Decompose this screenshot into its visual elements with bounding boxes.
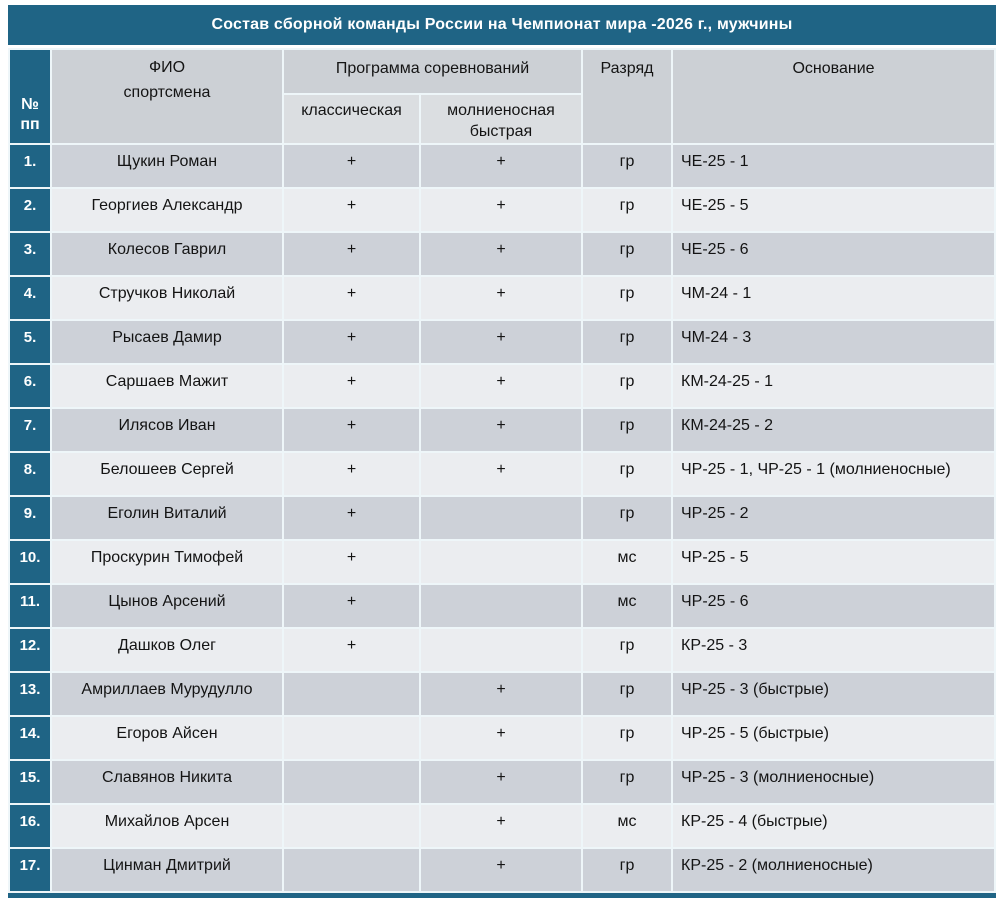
rank-cell: гр (583, 409, 671, 451)
classical-mark-cell: + (284, 189, 419, 231)
blitz-mark-cell (421, 585, 581, 627)
row-number-cell: 12. (10, 629, 50, 671)
basis-cell: ЧР-25 - 6 (673, 585, 994, 627)
page-title: Состав сборной команды России на Чемпионат мира -2026 г., мужчины (211, 16, 793, 33)
header-basis: Основание (673, 50, 994, 143)
table-row (10, 409, 994, 451)
table-row (10, 541, 994, 583)
rank-cell: гр (583, 233, 671, 275)
athlete-name-cell: Проскурин Тимофей (52, 541, 282, 583)
athlete-name-cell: Цинман Дмитрий (52, 849, 282, 891)
athlete-name-cell: Славянов Никита (52, 761, 282, 803)
row-number-cell: 16. (10, 805, 50, 847)
basis-cell: ЧР-25 - 5 (673, 541, 994, 583)
blitz-mark-cell: + (421, 717, 581, 759)
blitz-mark-cell: + (421, 409, 581, 451)
blitz-mark-cell: + (421, 145, 581, 187)
row-number-cell: 13. (10, 673, 50, 715)
row-number-cell: 10. (10, 541, 50, 583)
row-number-cell: 3. (10, 233, 50, 275)
header-rank: Разряд (583, 50, 671, 143)
table-row (10, 365, 994, 407)
table-row (10, 277, 994, 319)
rank-cell: гр (583, 453, 671, 495)
table-row (10, 717, 994, 759)
blitz-mark-cell: + (421, 189, 581, 231)
basis-cell: КМ-24-25 - 1 (673, 365, 994, 407)
classical-mark-cell: + (284, 497, 419, 539)
blitz-mark-cell: + (421, 761, 581, 803)
athlete-name-cell: Белошеев Сергей (52, 453, 282, 495)
table-bottom-border (8, 893, 996, 898)
row-number-cell: 17. (10, 849, 50, 891)
blitz-mark-cell: + (421, 365, 581, 407)
table-row (10, 233, 994, 275)
basis-cell: ЧР-25 - 1, ЧР-25 - 1 (молниеносные) (673, 453, 994, 495)
basis-cell: ЧР-25 - 5 (быстрые) (673, 717, 994, 759)
header-blitz (421, 95, 581, 143)
header-num-line1: № (21, 95, 39, 113)
basis-cell: КМ-24-25 - 2 (673, 409, 994, 451)
header-athlete-line1: ФИО (148, 59, 186, 76)
header-athlete-line2: спортсмена (123, 83, 211, 101)
blitz-mark-cell (421, 497, 581, 539)
classical-mark-cell: + (284, 321, 419, 363)
classical-mark-cell: + (284, 629, 419, 671)
classical-mark-cell: + (284, 233, 419, 275)
basis-cell: ЧЕ-25 - 5 (673, 189, 994, 231)
rank-cell: гр (583, 673, 671, 715)
blitz-mark-cell: + (421, 453, 581, 495)
blitz-mark-cell: + (421, 805, 581, 847)
classical-mark-cell (284, 717, 419, 759)
athlete-name-cell: Амриллаев Мурудулло (52, 673, 282, 715)
row-number-cell: 8. (10, 453, 50, 495)
classical-mark-cell (284, 761, 419, 803)
classical-mark-cell: + (284, 277, 419, 319)
blitz-mark-cell (421, 541, 581, 583)
rank-cell: гр (583, 761, 671, 803)
rank-cell: гр (583, 717, 671, 759)
athlete-name-cell: Михайлов Арсен (52, 805, 282, 847)
basis-cell: ЧР-25 - 2 (673, 497, 994, 539)
classical-mark-cell: + (284, 409, 419, 451)
classical-mark-cell: + (284, 541, 419, 583)
classical-mark-cell: + (284, 365, 419, 407)
athlete-name-cell: Цынов Арсений (52, 585, 282, 627)
classical-mark-cell: + (284, 145, 419, 187)
row-number-cell: 2. (10, 189, 50, 231)
row-number-cell: 5. (10, 321, 50, 363)
roster-table (8, 48, 996, 893)
athlete-name-cell: Колесов Гаврил (52, 233, 282, 275)
table-row (10, 849, 994, 891)
classical-mark-cell (284, 849, 419, 891)
header-athlete (52, 50, 282, 143)
athlete-name-cell: Саршаев Мажит (52, 365, 282, 407)
rank-cell: гр (583, 277, 671, 319)
basis-cell: ЧР-25 - 3 (быстрые) (673, 673, 994, 715)
header-blitz-line1: молниеносная (447, 102, 555, 119)
row-number-cell: 4. (10, 277, 50, 319)
athlete-name-cell: Георгиев Александр (52, 189, 282, 231)
basis-cell: КР-25 - 2 (молниеносные) (673, 849, 994, 891)
table-row (10, 585, 994, 627)
athlete-name-cell: Илясов Иван (52, 409, 282, 451)
row-number-cell: 11. (10, 585, 50, 627)
classical-mark-cell: + (284, 453, 419, 495)
classical-mark-cell: + (284, 585, 419, 627)
blitz-mark-cell: + (421, 849, 581, 891)
classical-mark-cell (284, 805, 419, 847)
blitz-mark-cell: + (421, 277, 581, 319)
athlete-name-cell: Еголин Виталий (52, 497, 282, 539)
basis-cell: ЧЕ-25 - 6 (673, 233, 994, 275)
row-number-cell: 9. (10, 497, 50, 539)
table-row (10, 189, 994, 231)
header-classical: классическая (284, 95, 419, 143)
athlete-name-cell: Рысаев Дамир (52, 321, 282, 363)
header-program-group: Программа соревнований (284, 50, 581, 93)
athlete-name-cell: Щукин Роман (52, 145, 282, 187)
table-row (10, 497, 994, 539)
table-row (10, 805, 994, 847)
table-row (10, 145, 994, 187)
table-row (10, 453, 994, 495)
table-row (10, 673, 994, 715)
table-row (10, 321, 994, 363)
rank-cell: гр (583, 321, 671, 363)
rank-cell: гр (583, 849, 671, 891)
basis-cell: КР-25 - 4 (быстрые) (673, 805, 994, 847)
table-row (10, 629, 994, 671)
header-num-line2: пп (20, 115, 40, 133)
basis-cell: ЧЕ-25 - 1 (673, 145, 994, 187)
header-row-main (10, 50, 994, 93)
basis-cell: ЧМ-24 - 1 (673, 277, 994, 319)
athlete-name-cell: Егоров Айсен (52, 717, 282, 759)
basis-cell: ЧМ-24 - 3 (673, 321, 994, 363)
basis-cell: КР-25 - 3 (673, 629, 994, 671)
row-number-cell: 1. (10, 145, 50, 187)
rank-cell: гр (583, 189, 671, 231)
header-num (10, 50, 50, 143)
athlete-name-cell: Стручков Николай (52, 277, 282, 319)
row-number-cell: 6. (10, 365, 50, 407)
header-blitz-line2: быстрая (469, 122, 533, 140)
rank-cell: мс (583, 541, 671, 583)
table-row (10, 761, 994, 803)
rank-cell: мс (583, 585, 671, 627)
basis-cell: ЧР-25 - 3 (молниеносные) (673, 761, 994, 803)
blitz-mark-cell: + (421, 233, 581, 275)
row-number-cell: 14. (10, 717, 50, 759)
rank-cell: мс (583, 805, 671, 847)
rank-cell: гр (583, 629, 671, 671)
title-bar (8, 5, 996, 45)
blitz-mark-cell (421, 629, 581, 671)
rank-cell: гр (583, 145, 671, 187)
athlete-name-cell: Дашков Олег (52, 629, 282, 671)
row-number-cell: 15. (10, 761, 50, 803)
rank-cell: гр (583, 497, 671, 539)
classical-mark-cell (284, 673, 419, 715)
blitz-mark-cell: + (421, 673, 581, 715)
row-number-cell: 7. (10, 409, 50, 451)
blitz-mark-cell: + (421, 321, 581, 363)
rank-cell: гр (583, 365, 671, 407)
